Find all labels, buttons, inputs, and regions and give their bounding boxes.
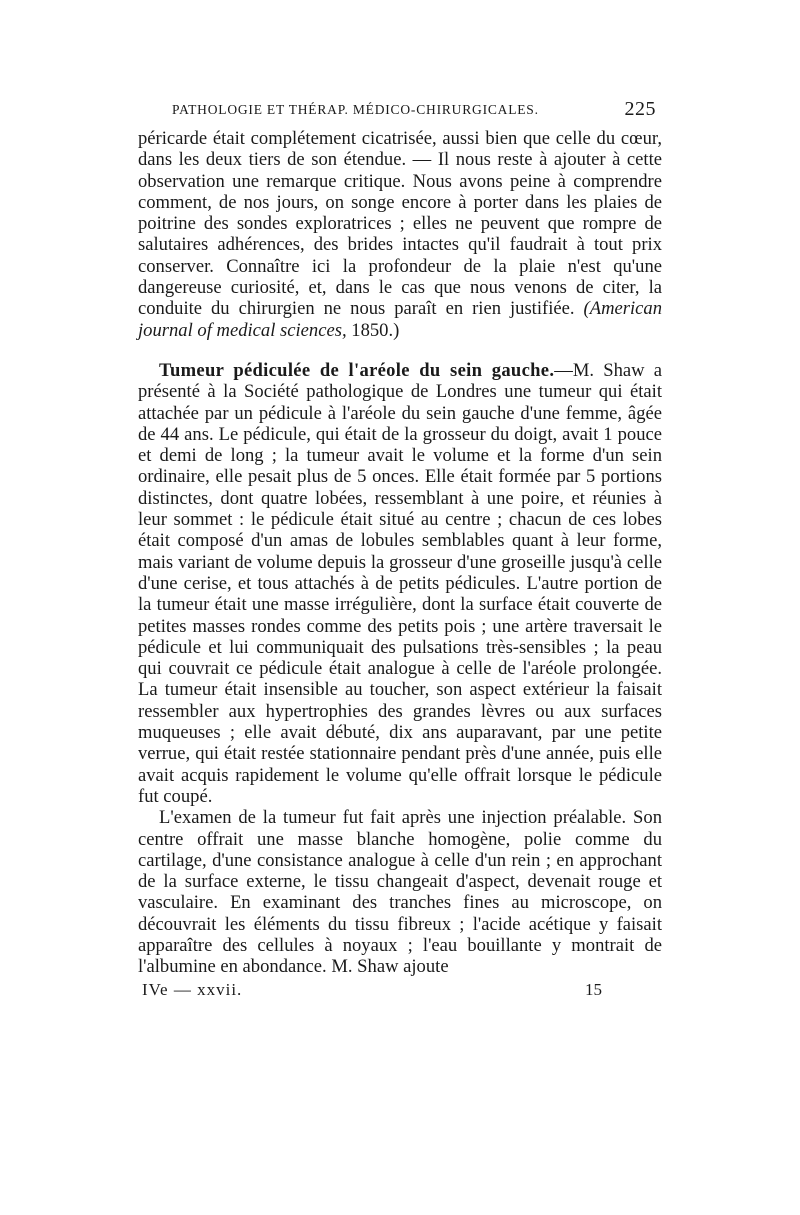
running-title: PATHOLOGIE ET THÉRAP. MÉDICO-CHIRURGICALES. — [172, 102, 539, 117]
signature-mark: IVe — xxvii. — [142, 979, 243, 999]
paragraph-2-text: —M. Shaw a présenté à la Société pathologique de Londres une tumeur qui était attachée par un pédicule à l'aréole du sein gauche d'une femme, âgée de 44 ans. Le pédicule, qui était de la grosseur du doigt, avait 1 pouce et demi de long ; la tumeur avait le volume et la forme d'un sein ordinaire, elle pesait plus de 5 onces. Elle était formée par 5 portions distinctes, dont quatre lobées, ressemblant à une poire, et réunies à leur sommet : le pédicule était situé au centre ; chacun de ces lobes était composé d'un amas de lobules semblables quant à leur forme, mais variant de volume depuis la grosseur d'une groseille jusqu'à celle d'une cerise, et tous attachés à de petits pédicules. L'autre portion de la tumeur était une masse irrégulière, dont la surface était couverte de petites masses rondes comme des petits pois ; une artère traversait le pédicule et lui communiquait des pulsations très-sensibles ; la peau qui couvrait ce pédicule était analogue à celle de l'aréole prolongée. La tumeur était insensible au toucher, son aspect extérieur la faisait ressembler aux hypertrophies des grandes lèvres ou aux surfaces muqueuses ; elle avait débuté, dix ans auparavant, par une petite verrue, qui était restée stationnaire pendant près d'une année, puis elle avait acquis rapidement le volume qu'elle offrait lorsque le pédicule fut coupé. — [138, 359, 662, 807]
paragraph-1 — [138, 128, 662, 341]
sheet-number: 15 — [585, 979, 602, 999]
running-head — [138, 98, 662, 128]
paragraph-2 — [138, 360, 662, 807]
page-footer — [138, 980, 662, 1008]
paragraph-3 — [138, 807, 662, 977]
citation-year: 1850.) — [351, 319, 400, 341]
book-page — [138, 98, 662, 1008]
paragraph-1-text: péricarde était complétement cicatrisée, aussi bien que celle du cœur, dans les deux tiers de son étendue. — Il nous reste à ajouter à cette observation une remarque critique. Nous avons peine à comprendre comment, de nos jours, on songe encore à porter dans les plaies de poitrine des sondes exploratrices ; elles ne peuvent que rompre de salutaires adhérences, des brides intactes qu'il faudrait à tout prix conserver. Connaître ici la profondeur de la plaie n'est qu'une dangereuse curiosité, et, dans le cas que nous venons de citer, la conduite du chirurgien ne nous paraît en rien justifiée. — [138, 128, 662, 320]
section-heading: Tumeur pédiculée de l'aréole du sein gauche. — [159, 359, 555, 381]
body-text — [138, 128, 662, 978]
paragraph-3-text: L'examen de la tumeur fut fait après une injection préalable. Son centre offrait une masse blanche homogène, polie comme du cartilage, d'une consistance analogue à celle d'un rein ; en approchant de la surface externe, le tissu changeait d'aspect, devenait rouge et vasculaire. En examinant des tranches fines au microscope, on découvrait les éléments du tissu fibreux ; l'acide acétique y faisait apparaître des cellules à noyaux ; l'eau bouillante y montrait de l'albumine en abondance. M. Shaw ajoute — [138, 807, 662, 978]
citation-journal: (American journal of medical sciences, — [138, 298, 662, 341]
page-number: 225 — [624, 98, 656, 120]
